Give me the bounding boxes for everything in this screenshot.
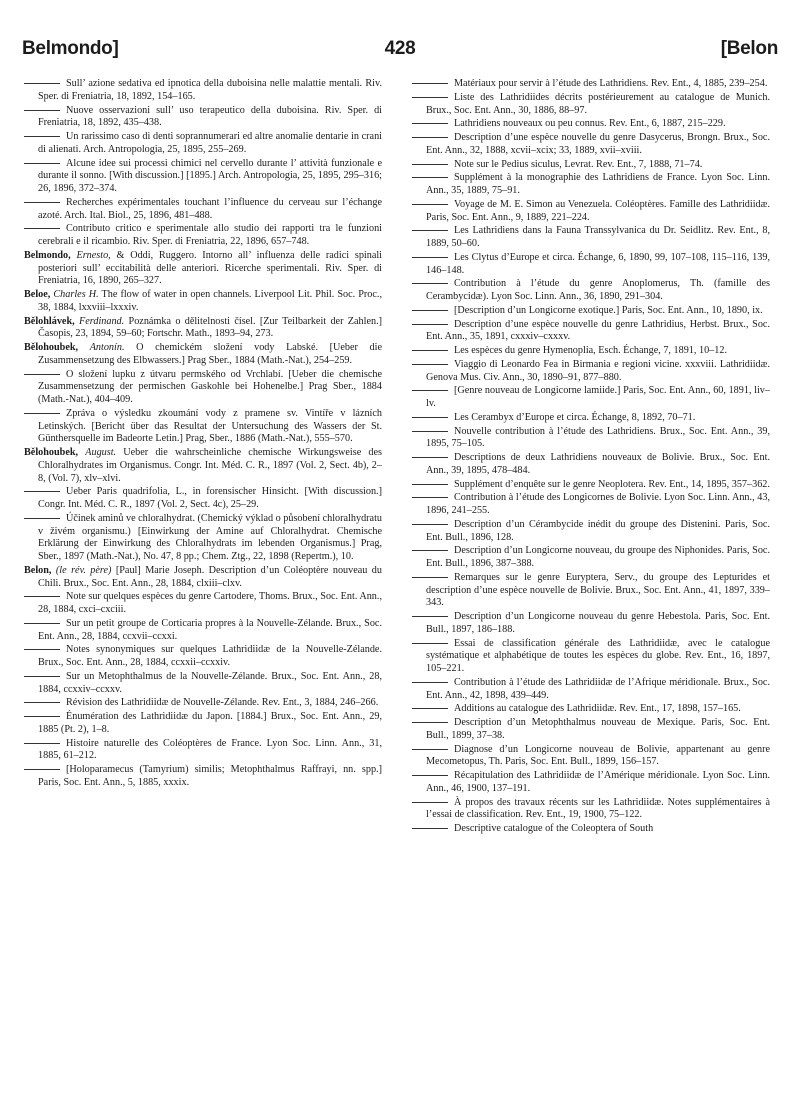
bibliography-entry: [412, 677, 770, 703]
ditto-dash: [24, 136, 60, 137]
entry-citation: Supplément d’enquête sur le genre Neoplotera. Rev. Ent., 14, 1895, 357–362.: [454, 478, 770, 490]
entry-citation: Description d’une espèce nouvelle du genre Lathridius, Herbst. Brux., Soc. Ent. Ann., 35, 1891, cxxxiv–cxxxv.: [426, 318, 770, 343]
bibliography-entry: [412, 426, 770, 452]
entry-citation: Description d’un Cérambycide inédit du groupe des Distenini. Paris, Soc. Ent. Bull., 1896, 128.: [426, 518, 770, 543]
bibliography-entry: [24, 738, 382, 764]
entry-citation: Essai de classification générale des Lathridiidæ, avec le catalogue systématique et alphabétique de toutes les espèces du globe. Rev. Ent., 16, 1897, 105–221.: [426, 637, 770, 674]
bibliography-entry: [412, 611, 770, 637]
entry-citation: Notes synonymiques sur quelques Lathridiidæ de la Nouvelle-Zélande. Brux., Soc. Ent. Ann., 28, 1884, ccxxii–ccxxiv.: [38, 644, 382, 668]
entry-citation: Note sur quelques espèces du genre Cartodere, Thoms. Brux., Soc. Ent. Ann., 28, 1884, cxci–cxciii.: [38, 591, 382, 615]
entry-citation: Sull’ azione sedativa ed ipnotica della duboisina nelle malattie mentali. Riv. Sper. di Freniatria, 18, 1892, 154–165.: [38, 78, 382, 102]
bibliography-entry: [24, 565, 382, 591]
ditto-dash: [412, 137, 448, 138]
ditto-dash: [24, 413, 60, 414]
entry-citation: Description d’un Longicorne nouveau, du groupe des Niphonides. Paris, Soc. Ent. Bull., 1896, 387–388.: [426, 545, 770, 569]
ditto-dash: [24, 491, 60, 492]
bibliography-entry: [412, 638, 770, 676]
ditto-dash: [412, 457, 448, 458]
bibliography-entry: [412, 305, 770, 318]
ditto-dash: [24, 374, 60, 375]
running-header: [22, 38, 778, 68]
entry-citation: [Description d’un Longicorne exotique.] Paris, Soc. Ent. Ann., 10, 1890, ix.: [454, 304, 763, 316]
ditto-dash: [412, 164, 448, 165]
entry-citation: [Genre nouveau de Longicorne lamiide.] Paris, Soc. Ent. Ann., 60, 1891, liv–lv.: [426, 385, 770, 409]
bibliography-entry: [412, 744, 770, 770]
ditto-dash: [412, 749, 448, 750]
entry-citation: Supplément à la monographie des Lathridiens de France. Lyon Soc. Linn. Ann., 35, 1889, 75–91.: [426, 172, 770, 196]
bibliography-entry: [24, 342, 382, 368]
bibliography-entry: [24, 644, 382, 670]
entry-given-name: Antonín.: [89, 342, 125, 353]
bibliography-entry: [412, 319, 770, 345]
entry-author: Bělohoubek,: [24, 342, 79, 353]
entry-citation: Alcune idee sui processi chimici nel cervello durante l’ attività funzionale e durante il sonno. [With discussion.] [1895.] Arch. Antropologia, 25, 1895, 295–316; 26, 1896, 372–374.: [38, 157, 382, 194]
entry-citation: À propos des travaux récents sur les Lathridiidæ. Notes supplémentaires à l’essai de classification. Rev. Ent., 19, 1900, 75–122.: [426, 796, 770, 821]
left-column: [24, 78, 382, 791]
entry-given-name: (le rév. père): [55, 564, 112, 576]
ditto-dash: [412, 577, 448, 578]
ditto-dash: [412, 350, 448, 351]
entry-author: Bělohlávek,: [24, 315, 75, 327]
entry-citation: Viaggio di Leonardo Fea in Birmania e regioni vicine. xxxviii. Lathridiidæ. Genova Mus. Civ. Ann., 30, 1890–91, 877–880.: [426, 358, 770, 383]
bibliography-entry: [412, 78, 770, 91]
bibliography-entry: [412, 479, 770, 492]
ditto-dash: [412, 802, 448, 803]
entry-citation: The flow of water in open channels. Liverpool Lit. Phil. Soc. Proc., 38, 1884, lxxviii–lxxxiv.: [38, 289, 382, 313]
ditto-dash: [412, 722, 448, 723]
bibliography-entry: [24, 447, 382, 485]
entry-citation: [Paul] Marie Joseph. Description d’un Coléoptère nouveau du Chili. Brux., Soc. Ent. Ann., 28, 1884, clxiii–clxv.: [38, 564, 382, 589]
entry-given-name: Ernesto,: [76, 249, 111, 261]
bibliography-entry: [412, 118, 770, 131]
bibliography-entry: [24, 697, 382, 710]
ditto-dash: [412, 364, 448, 365]
entry-given-name: August.: [85, 447, 117, 458]
entry-citation: Nouvelle contribution à l’étude des Lathridiens. Brux., Soc. Ent. Ann., 39, 1895, 75–105.: [426, 425, 770, 450]
ditto-dash: [412, 616, 448, 617]
ditto-dash: [412, 417, 448, 418]
entry-citation: Recherches expérimentales touchant l’influence du cerveau sur l’échange azoté. Arch. Ital. Biol., 25, 1896, 481–488.: [38, 196, 382, 221]
ditto-dash: [412, 257, 448, 258]
entry-citation: Účinek aminů ve chloralhydrat. (Chemický výklad o působení chloralhydratu v živém organismu.) [Einwirkung der Amine auf Chloralhydrat. Chemische Erklärung der Einwirkung des Chloralhydrats im lebenden Organismus.] Prag, Sber., 1897 (Math.-Nat.), No. 47, 8 pp.; Chem. Ztg., 22, 1898 (Repertm.), 10.: [38, 512, 383, 562]
bibliography-entry: [412, 412, 770, 425]
bibliography-entry: [412, 545, 770, 571]
ditto-dash: [412, 524, 448, 525]
entry-citation: Les espèces du genre Hymenoplia, Esch. Échange, 7, 1891, 10–12.: [454, 345, 728, 356]
ditto-dash: [412, 550, 448, 551]
entry-citation: O chemickém složení vody Labské. [Ueber die Zusammensetzung des Elbwassers.] Prag Sber., 1884 (Math.-Nat.), 254–259.: [38, 342, 382, 366]
bibliography-entry: [412, 172, 770, 198]
ditto-dash: [24, 676, 60, 677]
bibliography-entry: [412, 252, 770, 278]
entry-citation: Descriptive catalogue of the Coleoptera of South: [454, 823, 654, 834]
bibliography-entry: [24, 591, 382, 617]
entry-citation: Les Lathridiens dans la Fauna Transsylvanica du Dr. Seidlitz. Rev. Ent., 8, 1889, 50–60.: [426, 225, 770, 249]
bibliography-entry: [24, 486, 382, 512]
entry-citation: Additions au catalogue des Lathridiidæ. Rev. Ent., 17, 1898, 157–165.: [454, 703, 741, 715]
entry-citation: Note sur le Pedius siculus, Levrat. Rev. Ent., 7, 1888, 71–74.: [454, 158, 703, 170]
entry-author: Belmondo,: [24, 249, 71, 261]
bibliography-entry: [24, 105, 382, 131]
entry-given-name: Ferdinand.: [79, 315, 125, 327]
entry-citation: Les Clytus d’Europe et circa. Échange, 6, 1890, 99, 107–108, 115–116, 139, 146–148.: [426, 251, 770, 276]
ditto-dash: [24, 743, 60, 744]
bibliography-entry: [412, 199, 770, 225]
entry-citation: Contributo critico e sperimentale allo studio dei rapporti tra le funzioni cerebrali e il ricambio. Riv. Sper. di Freniatria, 22, 1896, 657–748.: [38, 223, 382, 247]
bibliography-entry: [24, 764, 382, 790]
entry-given-name: Charles H.: [53, 289, 99, 300]
bibliography-entry: [412, 278, 770, 304]
bibliography-entry: [412, 385, 770, 411]
ditto-dash: [24, 163, 60, 164]
bibliography-entry: [24, 408, 382, 446]
entry-citation: Sur un Metophthalmus de la Nouvelle-Zélande. Brux., Soc. Ent. Ann., 28, 1884, ccxxiv–ccxxv.: [38, 670, 382, 695]
bibliography-entry: [412, 519, 770, 545]
ditto-dash: [24, 623, 60, 624]
entry-citation: Description d’un Longicorne nouveau du genre Hebestola. Paris, Soc. Ent. Bull., 1897, 186–188.: [426, 611, 770, 635]
bibliography-entry: [24, 158, 382, 196]
entry-citation: Zpráva o výsledku zkoumání vody z pramene sv. Vintíře v lázních Letinských. [Bericht über das Resultat der Untersuchung des Wassers der St. Günthersquelle im Badeorte Letin.] Prag, Sber., 1886 (Math.-Nat.), 555–570.: [38, 407, 382, 445]
ditto-dash: [412, 484, 448, 485]
entry-citation: Récapitulation des Lathridiidæ de l’Amérique méridionale. Lyon Soc. Linn. Ann., 46, 1900, 137–191.: [426, 770, 770, 794]
ditto-dash: [412, 682, 448, 683]
entry-citation: Sur un petit groupe de Corticaria propres à la Nouvelle-Zélande. Brux., Soc. Ent. Ann., 28, 1884, ccxvii–ccxxi.: [38, 617, 382, 642]
bibliography-entry: [24, 131, 382, 157]
entry-citation: Voyage de M. E. Simon au Venezuela. Coléoptères. Famille des Lathridiidæ. Paris, Soc. Ent. Ann., 9, 1889, 221–224.: [426, 198, 770, 223]
bibliography-entry: [412, 359, 770, 385]
entry-citation: Un rarissimo caso di denti soprannumerari ed altre anomalie dentarie in crani di alienati. Arch. Antropologia, 25, 1895, 255–269.: [38, 131, 382, 155]
ditto-dash: [24, 202, 60, 203]
bibliography-entry: [412, 225, 770, 251]
bibliography-entry: [412, 492, 770, 518]
entry-author: Belon,: [24, 564, 52, 576]
bibliography-entry: [412, 823, 770, 836]
bibliography-entry: [412, 770, 770, 796]
entry-citation: Révision des Lathridiidæ de Nouvelle-Zélande. Rev. Ent., 3, 1884, 246–266.: [66, 697, 379, 709]
entry-citation: Diagnose d’un Longicorne nouveau de Bolivie, appartenant au genre Mecometopus, Th. Paris, Soc. Ent. Bull., 1899, 156–157.: [426, 743, 770, 768]
bibliography-entry: [24, 513, 382, 564]
entry-citation: Contribution à l’étude des Longicornes de Bolivie. Lyon Soc. Linn. Ann., 43, 1896, 241–255.: [426, 492, 770, 516]
ditto-dash: [24, 716, 60, 717]
ditto-dash: [412, 97, 448, 98]
bibliography-entry: [24, 369, 382, 407]
entry-citation: Poznámka o dělitelnosti čísel. [Zur Teilbarkeit der Zahlen.] Časopis, 23, 1894, 59–60; Fortschr. Math., 1893–94, 273.: [38, 315, 383, 340]
entry-citation: Énumération des Lathridiidæ du Japon. [1884.] Brux., Soc. Ent. Ann., 29, 1885 (Pt. 2), 1–8.: [38, 711, 382, 735]
ditto-dash: [412, 177, 448, 178]
bibliography-entry: [412, 572, 770, 610]
ditto-dash: [412, 497, 448, 498]
bibliography-entry: [24, 671, 382, 697]
ditto-dash: [24, 649, 60, 650]
entry-citation: Description d’un Metophthalmus nouveau de Mexique. Paris, Soc. Ent. Bull., 1899, 37–38.: [426, 717, 770, 741]
entry-citation: Matériaux pour servir à l’étude des Lathridiens. Rev. Ent., 4, 1885, 239–254.: [454, 78, 768, 89]
ditto-dash: [412, 204, 448, 205]
entry-author: Bělohoubek,: [24, 447, 79, 458]
ditto-dash: [412, 390, 448, 391]
ditto-dash: [412, 431, 448, 432]
entry-citation: Les Cerambyx d’Europe et circa. Échange, 8, 1892, 70–71.: [454, 411, 696, 423]
entry-citation: Description d’une espèce nouvelle du genre Dasycerus, Brongn. Brux., Soc. Ent. Ann., 32, 1888, xcvii–xcix; 33, 1889, xvii–xviii.: [426, 132, 770, 156]
bibliography-entry: [24, 223, 382, 249]
entry-citation: Contribution à l’étude des Lathridiidæ de l’Afrique méridionale. Brux., Soc. Ent. Ann., 42, 1898, 439–449.: [426, 676, 770, 701]
page-number: 428: [384, 38, 416, 59]
bibliography-entry: [412, 717, 770, 743]
entry-citation: Liste des Lathridiides décrits postérieurement au catalogue de Munich. Brux., Soc. Ent. Ann., 30, 1886, 88–97.: [426, 91, 770, 116]
bibliography-entry: [412, 703, 770, 716]
ditto-dash: [412, 123, 448, 124]
bibliography-entry: [24, 250, 382, 288]
bibliography-entry: [412, 132, 770, 158]
entry-citation: Histoire naturelle des Coléoptères de France. Lyon Soc. Linn. Ann., 31, 1885, 61–212.: [38, 737, 382, 762]
right-column: [412, 78, 770, 837]
ditto-dash: [412, 83, 448, 84]
ditto-dash: [412, 283, 448, 284]
ditto-dash: [24, 228, 60, 229]
ditto-dash: [24, 518, 60, 519]
bibliography-entry: [24, 711, 382, 737]
bibliography-entry: [24, 316, 382, 342]
bibliography-entry: [24, 78, 382, 104]
entry-citation: Lathridiens nouveaux ou peu connus. Rev. Ent., 6, 1887, 215–229.: [454, 118, 726, 130]
ditto-dash: [412, 324, 448, 325]
entry-citation: Descriptions de deux Lathridiens nouveaux de Bolivie. Brux., Soc. Ent. Ann., 39, 1895, 478–484.: [426, 452, 770, 476]
bibliography-entry: [24, 618, 382, 644]
header-right-guide: [Belon: [720, 38, 778, 59]
ditto-dash: [24, 110, 60, 111]
bibliography-entry: [412, 159, 770, 172]
entry-citation: [Holoparamecus (Tamyrium) similis; Metophthalmus Raffrayi, nn. spp.] Paris, Soc. Ent. Ann., 5, 1885, xxxix.: [38, 764, 382, 788]
entry-citation: & Oddi, Ruggero. Intorno all’ influenza delle radici spinali posteriori sull’ eccitabilità delle anteriori. Ricerche sperimentali. Riv. Sper. di Freniatria, 16, 1890, 265–327.: [38, 249, 383, 287]
bibliography-entry: [412, 797, 770, 823]
ditto-dash: [412, 230, 448, 231]
ditto-dash: [412, 828, 448, 829]
bibliography-entry: [412, 345, 770, 358]
bibliography-entry: [24, 197, 382, 223]
ditto-dash: [412, 775, 448, 776]
entry-citation: O složení lupku z útvaru permského od Vrchlabí. [Ueber die chemische Zusammensetzung der permischen Gaskohle bei Hohenelbe.] Prag Sber., 1884 (Math.-Nat.), 404–409.: [38, 368, 382, 405]
entry-author: Beloe,: [24, 289, 51, 300]
entry-citation: Nuove osservazioni sull’ uso terapeutico della duboisina. Riv. Sper. di Freniatria, 18, 1892, 435–438.: [38, 104, 382, 129]
ditto-dash: [412, 643, 448, 644]
bibliography-entry: [412, 452, 770, 478]
entry-citation: Ueber Paris quadrifolia, L., in forensischer Hinsicht. [With discussion.] Congr. Int. Méd. C. R., 1897 (Vol. 2, Sect. 4c), 25–29.: [38, 486, 382, 510]
ditto-dash: [24, 702, 60, 703]
entry-citation: Remarques sur le genre Euryptera, Serv., du groupe des Lepturides et description d’une espèce nouvelle de Bolivie. Brux., Soc. Ent. Ann., 41, 1897, 339–343.: [426, 571, 770, 609]
ditto-dash: [24, 769, 60, 770]
ditto-dash: [24, 596, 60, 597]
ditto-dash: [412, 310, 448, 311]
ditto-dash: [412, 708, 448, 709]
bibliography-entry: [24, 289, 382, 315]
header-left-guide: Belmondo]: [22, 38, 119, 59]
entry-citation: Contribution à l’étude du genre Anoplomerus, Th. (famille des Cerambycidæ). Lyon Soc. Linn. Ann., 36, 1890, 291–304.: [426, 278, 770, 302]
bibliography-entry: [412, 92, 770, 118]
entry-citation: Ueber die wahrscheinliche chemische Wirkungsweise des Chloralhydrates im Organismus. Congr. Int. Méd. C. R., 1897 (Vol. 2, Sect. 4b), 2–8, (Vol. 7), xlv–xlvi.: [38, 447, 382, 484]
ditto-dash: [24, 83, 60, 84]
